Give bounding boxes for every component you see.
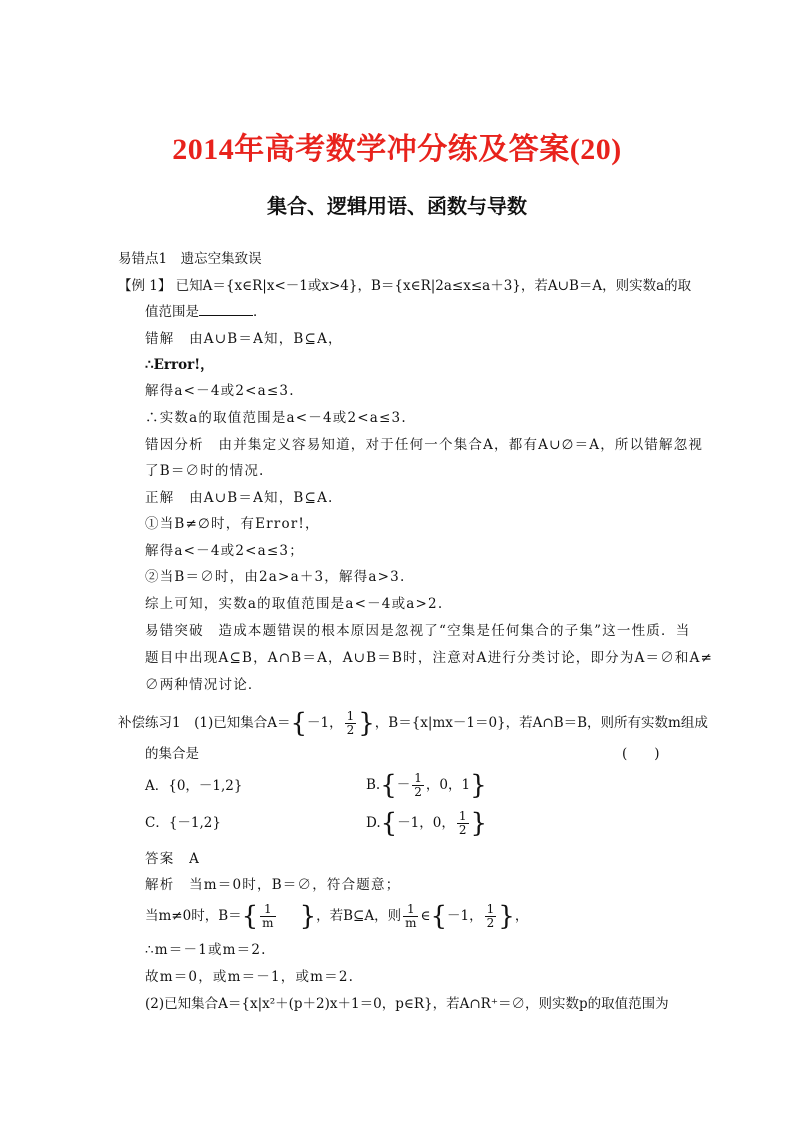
breakthrough-3: ∅两种情况讨论． [145, 677, 263, 693]
solution-1: 解析 当m＝0时，B＝∅，符合题意； [145, 877, 401, 893]
fraction-den: 2 [486, 916, 495, 930]
fraction-num: 1 [403, 903, 418, 917]
answer-line: 答案 A [145, 851, 201, 867]
option-b-sign: － [396, 777, 411, 793]
option-d [366, 810, 487, 837]
fraction [403, 903, 418, 930]
practice1-line2: 的集合是 [145, 746, 199, 762]
answer-parenthesis: ( ) [622, 746, 660, 762]
fraction-num: 1 [414, 771, 422, 785]
wrong-solution-2: ∴Error!， [145, 357, 214, 373]
option-b [366, 772, 487, 799]
fraction [260, 903, 275, 930]
solution-2-mid: ，若B⊆A，则 [316, 908, 402, 924]
fraction-den: 2 [414, 785, 422, 799]
solution-2 [145, 903, 528, 930]
practice1-prefix: 补偿练习1 (1)已知集合A＝ [118, 715, 291, 731]
fraction [412, 772, 424, 799]
wrong-solution-3: 解得a<－4或2<a≤3. [145, 383, 295, 399]
correct-solution-1: 正解 由A∪B＝A知，B⊆A. [145, 490, 334, 506]
example1-line1: 【例 1】 已知A＝{x∈R|x<－1或x>4}，B＝{x∈R|2a≤x≤a＋3}，若A∪B＝A，则实数a的取 [118, 278, 692, 294]
breakthrough-1: 易错突破 造成本题错误的根本原因是忽视了“空集是任何集合的子集”这一性质．当 [145, 623, 691, 639]
correct-solution-2: ①当B≠∅时，有Error!， [145, 516, 320, 532]
correct-solution-5: 综上可知，实数a的取值范围是a<－4或a>2. [145, 596, 444, 612]
page-title: 2014年高考数学冲分练及答案(20) [172, 133, 622, 166]
brace-left: { [380, 808, 398, 839]
fraction-num: 1 [486, 902, 495, 916]
set-element: －1， [307, 715, 343, 731]
brace-right: } [470, 808, 488, 839]
fraction-num: 1 [346, 709, 355, 723]
page-subtitle: 集合、逻辑用语、函数与导数 [267, 194, 527, 218]
practice1-line1 [118, 710, 708, 737]
brace-right: } [498, 901, 515, 932]
answer-blank [199, 303, 253, 316]
brace-right: } [470, 770, 487, 801]
example1-line2 [145, 303, 267, 321]
fraction-den: 2 [458, 823, 467, 837]
section-heading: 易错点1 遗忘空集致误 [118, 251, 262, 267]
brace-left: { [290, 708, 308, 739]
brace-left: { [380, 770, 397, 801]
fraction [485, 903, 497, 930]
brace-left: { [430, 901, 448, 932]
wrong-solution-4: ∴实数a的取值范围是a<－4或2<a≤3. [145, 410, 407, 426]
solution-2-end: ， [514, 908, 529, 924]
option-b-rest: ，0，1 [425, 777, 471, 793]
brace-left: { [241, 901, 259, 932]
wrong-solution-1: 错解 由A∪B＝A知，B⊆A， [145, 331, 343, 347]
correct-solution-3: 解得a<－4或2<a≤3； [145, 543, 304, 559]
practice1-suffix: ，B＝{x|mx－1＝0}，若A∩B＝B，则所有实数m组成 [374, 715, 708, 731]
fraction-den: m [405, 916, 417, 930]
breakthrough-2: 题目中出现A⊆B，A∩B＝A，A∪B＝B时，注意对A进行分类讨论，即分为A＝∅和A≠ [145, 650, 714, 666]
practice2-line1: (2)已知集合A＝{x|x²＋(p＋2)x＋1＝0，p∈R}，若A∩R⁺＝∅，则实数p的取值范围为 [145, 996, 669, 1012]
example1-text: 值范围是 [145, 304, 199, 320]
solution-4: 故m＝0，或m＝－1，或m＝2. [145, 969, 355, 985]
error-analysis-1: 错因分析 由并集定义容易知道，对于任何一个集合A，都有A∪∅＝A，所以错解忽视 [145, 437, 704, 453]
correct-solution-4: ②当B＝∅时，由2a>a＋3，解得a>3. [145, 569, 406, 585]
solution-2-prefix: 当m≠0时，B＝ [145, 908, 242, 924]
option-d-label: D. [366, 815, 381, 831]
error-analysis-2: 了B＝∅时的情况. [145, 463, 265, 479]
fraction-den: m [262, 916, 274, 930]
example1-end: ． [253, 304, 267, 320]
brace-right: } [299, 901, 317, 932]
option-b-label: B. [366, 777, 381, 793]
fraction [457, 810, 469, 837]
fraction [345, 710, 357, 737]
option-c: C．{－1,2} [145, 815, 221, 831]
option-a: A．{0，－1,2} [145, 778, 243, 794]
fraction-num: 1 [260, 903, 275, 917]
fraction-den: 2 [346, 723, 355, 737]
brace-right: } [358, 708, 375, 739]
option-d-elements: －1，0， [397, 815, 455, 831]
solution-3: ∴m＝－1或m＝2. [145, 942, 267, 958]
set-element: －1， [447, 908, 483, 924]
element-of-symbol: ∈ [420, 908, 431, 924]
fraction-num: 1 [458, 809, 467, 823]
